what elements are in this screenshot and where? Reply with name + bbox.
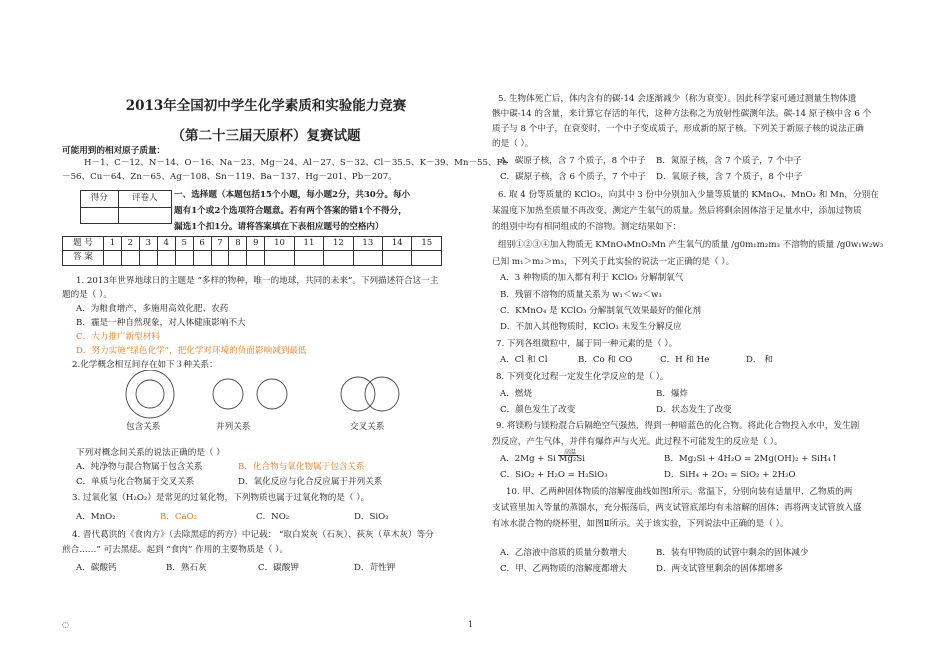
answer-cell[interactable] [247, 251, 265, 265]
q9-condition-high-temp: 高温 [564, 449, 577, 456]
answer-cell[interactable] [157, 251, 175, 265]
q9-option-b: B．Mg₂Si + 4H₂O = 2Mg(OH)₂ + SiH₄↑ [664, 454, 838, 464]
answer-cell[interactable] [294, 251, 323, 265]
q6-line-5: 已知 m₁＞m₂＞m₃，下列关于此实验的说法一定正确的是（ ）。 [492, 257, 735, 267]
row-label-answer: 答 案 [63, 251, 104, 265]
q9-line-2: 烈反应，产生气体，并伴有爆炸声与火光。此过程不可能发生的反应是（ ）。 [492, 437, 783, 447]
answer-cell[interactable] [353, 251, 382, 265]
atomic-mass-heading: 可能用到的相对原子质量： [62, 146, 166, 156]
grader-label: 评卷人 [118, 191, 171, 208]
q8-option-c: C．颜色发生了改变 [500, 405, 576, 415]
label-parallel: 并列关系 [216, 422, 251, 432]
inclusion-diagram [126, 370, 174, 418]
q7-stem: 7. 下列各组微粒中，属于同一种元素的是（ ）。 [496, 339, 678, 349]
question-number-cell: 9 [247, 237, 265, 251]
q1-option-d: D．努力实施“绿色化学”，把化学对环境的负面影响减到最低 [76, 346, 307, 356]
q1-stem-1: 1. 2013年世界地球日的主题是 “多样的物种，唯一的地球，共同的未来”。下列描述符合这一主 [76, 276, 439, 286]
score-box [80, 190, 172, 224]
section1-line-2: 题有1个或2个选项符合题意。若有两个答案的错1个不得分， [174, 206, 407, 216]
q2-option-a: A．纯净物与混合物属于包含关系 [76, 462, 203, 472]
score-cell[interactable] [81, 207, 119, 224]
q6-option-a: A．3 种物质的加入都有利于 KClO₃ 分解制氧气 [500, 273, 684, 283]
q7-option-a: A．Cl 和 Cl [500, 355, 548, 365]
q1-option-a: A．为粮食增产，多施用高效化肥、农药 [76, 304, 229, 314]
question-number-cell: 3 [139, 237, 157, 251]
q6-line-1: 6. 取 4 份等质量的 KClO₃，向其中 3 份中分别加入少量等质量的 KMnO₄、MnO₂ 和 Mn，分别在 [498, 190, 879, 200]
q9-option-a: A．2Mg + Si Mg₂Si [500, 454, 585, 464]
section1-line-1: 一、选择题（本题包括15个小题，每小题2分，共30分。每小 [174, 190, 411, 200]
answer-cell[interactable] [211, 251, 229, 265]
q1-stem-2: 题的是（ ）。 [62, 290, 112, 300]
question-number-cell: 8 [229, 237, 247, 251]
q8-option-b: B．爆炸 [656, 389, 689, 399]
q10-line-3: 有冰水混合物的烧杯里，如图Ⅱ所示。关于该实验，下列说法中正确的是（ ）。 [492, 519, 789, 529]
q6-option-d: D．不加入其他物质时，KClO₃ 未发生分解反应 [500, 322, 682, 332]
q5-option-c: C．碳原子核，含 6 个质子，7 个中子 [500, 172, 647, 182]
q10-option-a: A．乙溶液中溶质的质量分数增大 [500, 548, 627, 558]
q6-option-b: B．残留不溶物的质量关系为 w₁＜w₂＜w₃ [500, 290, 662, 300]
q10-option-d: D．两支试管里剩余的固体都增多 [656, 564, 784, 574]
grader-cell[interactable] [118, 207, 171, 224]
q10-line-1: 10. 甲、乙两种固体物质的溶解度曲线如图Ⅰ所示。常温下，分别向装有适量甲、乙物质的两 [506, 487, 853, 497]
q3-stem: 3. 过氧化氢（H₂O₂）是常见的过氧化物，下列物质也属于过氧化物的是（ ）。 [72, 493, 370, 503]
q3-option-b: B．CaO₂ [160, 512, 198, 522]
q4-stem-2: 煎合……” 可去黑痣。起到 “食肉” 作用的主要物质是（ ）。 [62, 545, 289, 555]
section1-line-3: 漏选1个扣1分。请将答案填在下表相应题号的空格内） [174, 222, 384, 232]
answer-cell[interactable] [324, 251, 353, 265]
document-title: 2013年全国初中学生化学素质和实验能力竞赛 [125, 98, 407, 114]
answer-cell[interactable] [121, 251, 139, 265]
q5-line-1: 5. 生物体死亡后，体内含有的碳-14 会逐渐减少（称为衰变）。因此科学家可通过测量生物体遗 [498, 94, 857, 104]
q10-option-b: B．装有甲物质的试管中剩余的固体减少 [656, 548, 809, 558]
q7-option-d: D． 和 [746, 355, 773, 365]
q4-option-b: B．熟石灰 [166, 563, 207, 573]
q2-option-d: D．氧化反应与化合反应属于并列关系 [238, 477, 383, 487]
answer-cell[interactable] [383, 251, 412, 265]
q7-option-b: B．Co 和 CO [578, 355, 633, 365]
q2-option-c: C．单质与化合物属于交叉关系 [76, 477, 195, 487]
atomic-mass-line-2: －56、Cu－64、Zn－65、Ag－108、Sn－119、Ba－137、Hg－201、Pb－207。 [62, 172, 397, 182]
question-number-cell: 11 [294, 237, 323, 251]
question-number-cell: 5 [175, 237, 193, 251]
question-number-cell: 4 [157, 237, 175, 251]
q1-option-b: B．霾是一种自然现象，对人体健康影响不大 [76, 318, 246, 328]
q3-option-d: D．SiO₂ [354, 512, 389, 522]
answer-cell[interactable] [265, 251, 294, 265]
q3-option-c: C．NO₂ [256, 512, 290, 522]
q5-option-b: B．氮原子核，含 7 个质子，7 个中子 [656, 156, 802, 166]
answer-table [62, 236, 442, 266]
q9-line-1: 9. 将镁粉与镁粉混合后隔绝空气强热，得到一种暗蓝色的化合物。将此化合物投入水中，发生剧 [496, 421, 860, 431]
q8-option-a: A．燃烧 [500, 389, 532, 399]
q3-option-a: A．MnO₂ [76, 512, 116, 522]
parallel-diagram [213, 379, 287, 409]
question-number-cell: 13 [353, 237, 382, 251]
question-number-cell: 14 [383, 237, 412, 251]
question-number-cell: 10 [265, 237, 294, 251]
q6-line-3: 的组别中均有相同组成的不溶物。测定结果如下： [492, 222, 682, 232]
label-intersection: 交叉关系 [350, 422, 385, 432]
answer-cell[interactable] [104, 251, 122, 265]
intersection-diagram [341, 377, 399, 411]
q4-stem-1: 4. 晋代葛洪的《食肉方》（去除黑痣的药方）中记载： “取白炭灰（石灰）、荻灰（草木灰）等分 [72, 530, 434, 540]
q2-stem: 2.化学概念相互间存在如下３种关系： [72, 360, 218, 370]
q7-option-c: C．H 和 He [660, 355, 710, 365]
page-number: 1 [468, 620, 474, 629]
q4-option-a: A．碳酸钙 [76, 563, 117, 573]
answer-cell[interactable] [229, 251, 247, 265]
document-subtitle: （第二十三届天原杯）复赛试题 [171, 128, 361, 144]
q6-option-c: C．KMnO₄ 是 KClO₃ 分解制氧气效果最好的催化剂 [500, 306, 701, 316]
answer-cell[interactable] [412, 251, 442, 265]
label-inclusion: 包含关系 [126, 422, 161, 432]
q10-option-c: C．甲、乙两物质的溶解度都增大 [500, 564, 627, 574]
q4-option-d: D．苛性钾 [354, 563, 396, 573]
concept-relation-diagram [62, 370, 472, 460]
q5-option-d: D．氧原子核，含 7 个质子，8 个中子 [656, 172, 803, 182]
q6-line-2: 某温度下加热至质量不再改变，测定产生氧气的质量。然后将剩余固体溶于足量水中，添加过物质 [492, 206, 862, 216]
atomic-mass-line-1: H－1、C－12、N－14、O－16、Na－23、Mg－24、Al－27、S－32、Cl－35.5、K－39、Mn－55、Fe [84, 158, 508, 168]
footer-mark: ◌ [62, 620, 69, 629]
question-number-cell: 2 [121, 237, 139, 251]
q8-stem: 8. 下列变化过程一定发生化学反应的是（ ）。 [496, 372, 669, 382]
q1-option-c: C．大力推广新型材料 [76, 332, 160, 342]
q5-line-3: 质子与 8 个中子，在衰变时，一个中子变成质子，形成新的原子核。下列关于新原子核的说法正确 [492, 124, 864, 134]
answer-cell[interactable] [193, 251, 211, 265]
question-number-cell: 6 [193, 237, 211, 251]
question-number-cell: 12 [324, 237, 353, 251]
q8-option-d: D．状态发生了改变 [656, 405, 732, 415]
q5-option-a: A．碳原子核，含 7 个质子，8 个中子 [500, 156, 646, 166]
question-number-cell: 7 [211, 237, 229, 251]
q10-line-2: 支试管里加入等量的蒸馏水，充分振荡后，两支试管底部均有未溶解的固体；再将两支试管放入盛 [492, 503, 862, 513]
answer-cell[interactable] [139, 251, 157, 265]
q2-question: 下列对概念间关系的说法正确的是（ ） [76, 448, 225, 458]
q5-line-2: 骸中碳-14 的含量，来计算它存活的年代，这种方法称之为放射性碳测年法。碳-14 原子核中含 6 个 [492, 109, 872, 119]
question-number-cell: 1 [104, 237, 122, 251]
q5-line-4: 的是（ ）。 [492, 139, 534, 149]
answer-cell[interactable] [175, 251, 193, 265]
q2-option-b: B．化合物与氧化物属于包含关系 [238, 462, 365, 472]
q4-option-c: C．碳酸钾 [258, 563, 299, 573]
q6-line-4: 组别①②③④加入物质无 KMnO₄MnO₂Mn 产生氧气的质量 /g0m₁m₂m₃ 不溶物的质量 /g0w₁w₂w₃ [498, 240, 884, 250]
question-number-cell: 15 [412, 237, 442, 251]
q9-option-c: C．SiO₂ + H₂O = H₂SiO₃ [500, 470, 608, 480]
row-label-number: 题 号 [63, 237, 104, 251]
q9-option-d: D．SiH₄ + 2O₂ = SiO₂ + 2H₂O [664, 470, 796, 480]
score-label: 得分 [81, 191, 119, 208]
